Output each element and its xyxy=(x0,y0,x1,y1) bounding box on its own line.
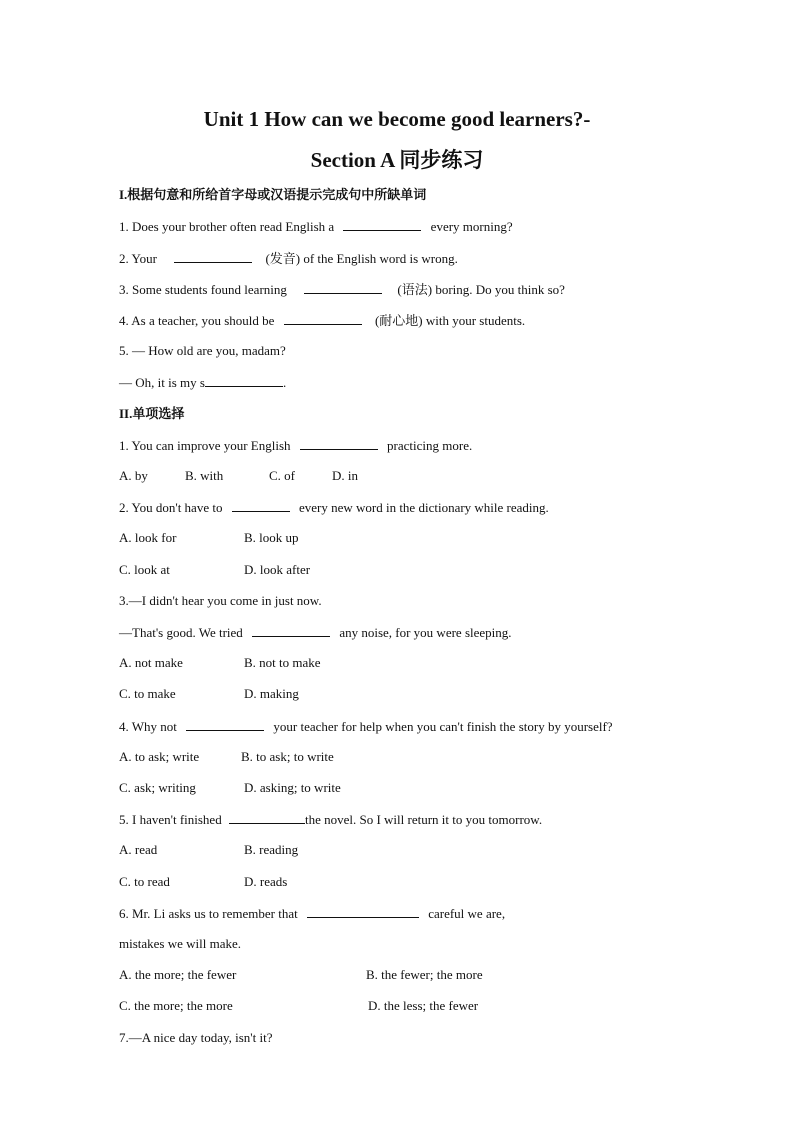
option-a: A. look for xyxy=(119,530,177,545)
q-text: careful we are, xyxy=(428,906,506,921)
option-d: D. in xyxy=(332,468,358,483)
answer-blank xyxy=(284,312,362,325)
q-text: (语法) boring. Do you think so? xyxy=(397,282,565,297)
part1-q4 xyxy=(119,312,525,329)
q-text: every morning? xyxy=(430,219,513,234)
part1-q3 xyxy=(119,281,565,298)
answer-blank xyxy=(307,905,419,918)
option-b: B. the fewer; the more xyxy=(366,967,483,982)
option-c: C. look at xyxy=(119,562,170,577)
part2-q6-cont: mistakes we will make. xyxy=(119,936,242,951)
option-c: C. ask; writing xyxy=(119,780,196,795)
option-d: D. making xyxy=(244,686,299,701)
part2-q2 xyxy=(119,499,549,516)
part1-heading: I.根据句意和所给首字母或汉语提示完成句中所缺单词 xyxy=(119,187,427,202)
option-a: A. not make xyxy=(119,655,183,670)
part2-heading: II.单项选择 xyxy=(119,406,185,421)
option-b: B. reading xyxy=(244,842,299,857)
answer-blank xyxy=(186,718,264,731)
option-a: A. by xyxy=(119,468,148,483)
option-a: A. read xyxy=(119,842,158,857)
option-b: B. to ask; to write xyxy=(241,749,334,764)
part2-q7: 7.—A nice day today, isn't it? xyxy=(119,1030,273,1045)
answer-blank xyxy=(229,811,305,824)
part1-q5: 5. — How old are you, madam? xyxy=(119,343,286,358)
option-c: C. to make xyxy=(119,686,176,701)
option-a: A. to ask; write xyxy=(119,749,200,764)
part1-q2 xyxy=(119,250,458,267)
option-a: A. the more; the fewer xyxy=(119,967,237,982)
option-d: D. look after xyxy=(244,562,311,577)
q-text: your teacher for help when you can't finish the story by yourself? xyxy=(273,719,613,734)
q-text: 2. You don't have to xyxy=(119,500,223,515)
answer-blank xyxy=(343,218,421,231)
q-text: practicing more. xyxy=(387,438,473,453)
q-text: 4. As a teacher, you should be xyxy=(119,313,275,328)
q-text: (发音) of the English word is wrong. xyxy=(265,251,458,266)
answer-blank xyxy=(252,624,330,637)
q-text: 5. I haven't finished xyxy=(119,812,222,827)
q-text: 1. You can improve your English xyxy=(119,438,291,453)
doc-title: Unit 1 How can we become good learners?- xyxy=(203,107,591,131)
option-d: D. the less; the fewer xyxy=(368,998,479,1013)
q-text: 4. Why not xyxy=(119,719,177,734)
option-d: D. asking; to write xyxy=(244,780,341,795)
answer-blank xyxy=(232,499,290,512)
option-c: C. the more; the more xyxy=(119,998,233,1013)
q-text: every new word in the dictionary while reading. xyxy=(298,500,549,515)
part2-q6 xyxy=(119,905,505,922)
part2-q1 xyxy=(119,437,472,454)
q-text: 1. Does your brother often read English a xyxy=(119,219,335,234)
q-text: any noise, for you were sleeping. xyxy=(339,625,512,640)
q-text: — Oh, it is my s xyxy=(119,375,205,390)
doc-subtitle: Section A 同步练习 xyxy=(310,148,484,172)
q-text: 3. Some students found learning xyxy=(119,282,287,297)
answer-blank xyxy=(205,374,283,387)
part2-q4 xyxy=(119,718,613,735)
q-text: 2. Your xyxy=(119,251,157,266)
part2-q5 xyxy=(119,811,542,828)
option-b: B. with xyxy=(185,468,224,483)
q-text: 6. Mr. Li asks us to remember that xyxy=(119,906,298,921)
answer-blank xyxy=(300,437,378,450)
answer-blank xyxy=(304,281,382,294)
part1-q1 xyxy=(119,218,513,235)
answer-blank xyxy=(174,250,252,263)
q-text: (耐心地) with your students. xyxy=(374,313,526,328)
q-text: . xyxy=(282,375,287,390)
option-c: C. to read xyxy=(119,874,170,889)
q-text: —That's good. We tried xyxy=(119,625,243,640)
part2-q3-reply xyxy=(119,624,512,641)
option-c: C. of xyxy=(269,468,295,483)
option-b: B. not to make xyxy=(244,655,321,670)
option-d: D. reads xyxy=(244,874,288,889)
part2-q3: 3.—I didn't hear you come in just now. xyxy=(119,593,322,608)
q-text: the novel. So I will return it to you tomorrow. xyxy=(304,812,543,827)
part1-q5-reply xyxy=(119,374,286,391)
option-b: B. look up xyxy=(244,530,299,545)
